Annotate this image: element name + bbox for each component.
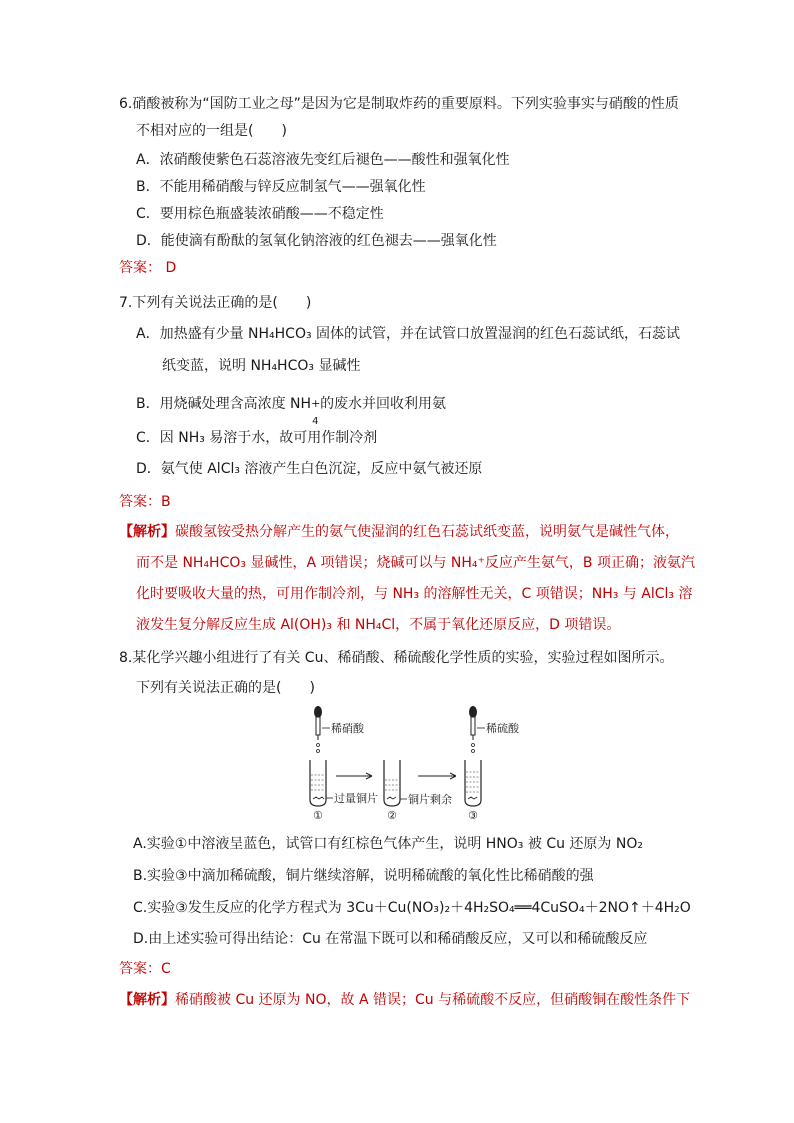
q8-analysis-line1 [119,990,690,1010]
q8-answer: 答案：C [119,961,171,977]
q7-option-b-subscript: 4 [312,416,319,427]
dropper-icon-1 [314,706,330,753]
q7-analysis-tag: 【解析】 [119,524,175,540]
dropper-icon-2 [469,706,485,753]
label-copper-remains: 铜片剩余 [408,793,452,806]
q7-option-b-prefix: B．用烧碱处理含高浓度 NH [136,396,312,412]
q6-stem-line2: 不相对应的一组是( ) [136,123,287,139]
q7-stem: 7.下列有关说法正确的是( ) [119,295,312,311]
label-excess-copper: 过量铜片 [334,792,378,805]
tube-number-2: ② [387,809,397,822]
q7-option-d: D．氨气使 AlCl₃ 溶液产生白色沉淀，反应中氨气被还原 [136,461,483,477]
tube-number-3: ③ [468,809,478,822]
q7-option-a-line2: 纸变蓝，说明 NH₄HCO₃ 显碱性 [162,358,361,374]
q7-analysis-line2: 而不是 NH₄HCO₃ 显碱性，A 项错误；烧碱可以与 NH₄⁺反应产生氨气，B 项正确；液氨汽 [136,555,695,571]
q6-option-b: B．不能用稀硝酸与锌反应制氢气——强氧化性 [136,179,426,195]
q8-analysis-tag: 【解析】 [119,992,175,1008]
q6-answer: 答案： D [119,260,177,276]
q7-option-b-suffix: 的废水并回收利用氨 [320,396,447,412]
q7-analysis-line4: 液发生复分解反应生成 Al(OH)₃ 和 NH₄Cl，不属于氧化还原反应，D 项错误。 [136,617,621,633]
q8-stem-line2: 下列有关说法正确的是( ) [136,680,315,696]
arrow-right-icon-2 [418,773,456,779]
q7-analysis-line1 [119,522,679,542]
q6-option-a: A．浓硝酸使紫色石蕊溶液先变红后褪色——酸性和强氧化性 [136,152,510,168]
q7-analysis-line3: 化时要吸收大量的热，可用作制冷剂，与 NH₃ 的溶解性无关，C 项错误；NH₃ 与 AlCl₃ 溶 [136,586,693,602]
experiment-figure [300,700,530,825]
q6-option-c: C．要用棕色瓶盛装浓硝酸——不稳定性 [136,206,384,222]
label-dilute-nitric: 稀硝酸 [331,722,364,735]
arrow-right-icon-1 [336,773,372,779]
q7-answer: 答案：B [119,494,171,510]
q8-option-b: B.实验③中滴加稀硫酸，铜片继续溶解，说明稀硫酸的氧化性比稀硝酸的强 [133,868,594,884]
q7-option-a-line1: A．加热盛有少量 NH₄HCO₃ 固体的试管，并在试管口放置湿润的红色石蕊试纸，石蕊试 [136,326,681,342]
q8-option-c: C.实验③发生反应的化学方程式为 3Cu＋Cu(NO₃)₂＋4H₂SO₄══4CuSO₄＋2NO↑＋4H₂O [133,900,691,916]
q8-stem-line1: 8.某化学兴趣小组进行了有关 Cu、稀硝酸、稀硫酸化学性质的实验，实验过程如图所示。 [119,650,674,666]
q7-analysis-text1: 碳酸氢铵受热分解产生的氨气使湿润的红色石蕊试纸变蓝，说明氨气是碱性气体， [175,524,679,540]
q8-analysis-text1: 稀硝酸被 Cu 还原为 NO，故 A 错误；Cu 与稀硫酸不反应，但硝酸铜在酸性条件下 [175,992,691,1008]
q7-option-b [136,394,447,427]
label-dilute-sulfuric: 稀硫酸 [486,722,519,735]
q6-stem-line1: 6.硝酸被称为“国防工业之母”是因为它是制取炸药的重要原料。下列实验事实与硝酸的性质 [119,96,679,112]
tube-number-1: ① [313,809,323,822]
test-tube-2 [384,760,407,806]
q7-option-b-charge: + [311,397,321,410]
q8-option-d: D.由上述实验可得出结论：Cu 在常温下既可以和稀硝酸反应，又可以和稀硫酸反应 [133,931,648,947]
test-tube-3 [465,760,481,806]
test-tube-1 [310,760,333,806]
q7-option-c: C．因 NH₃ 易溶于水，故可用作制冷剂 [136,430,378,446]
q6-option-d: D．能使滴有酚酞的氢氧化钠溶液的红色褪去——强氧化性 [136,233,497,249]
q8-option-a: A.实验①中溶液呈蓝色，试管口有红棕色气体产生，说明 HNO₃ 被 Cu 还原为 NO₂ [133,836,643,852]
